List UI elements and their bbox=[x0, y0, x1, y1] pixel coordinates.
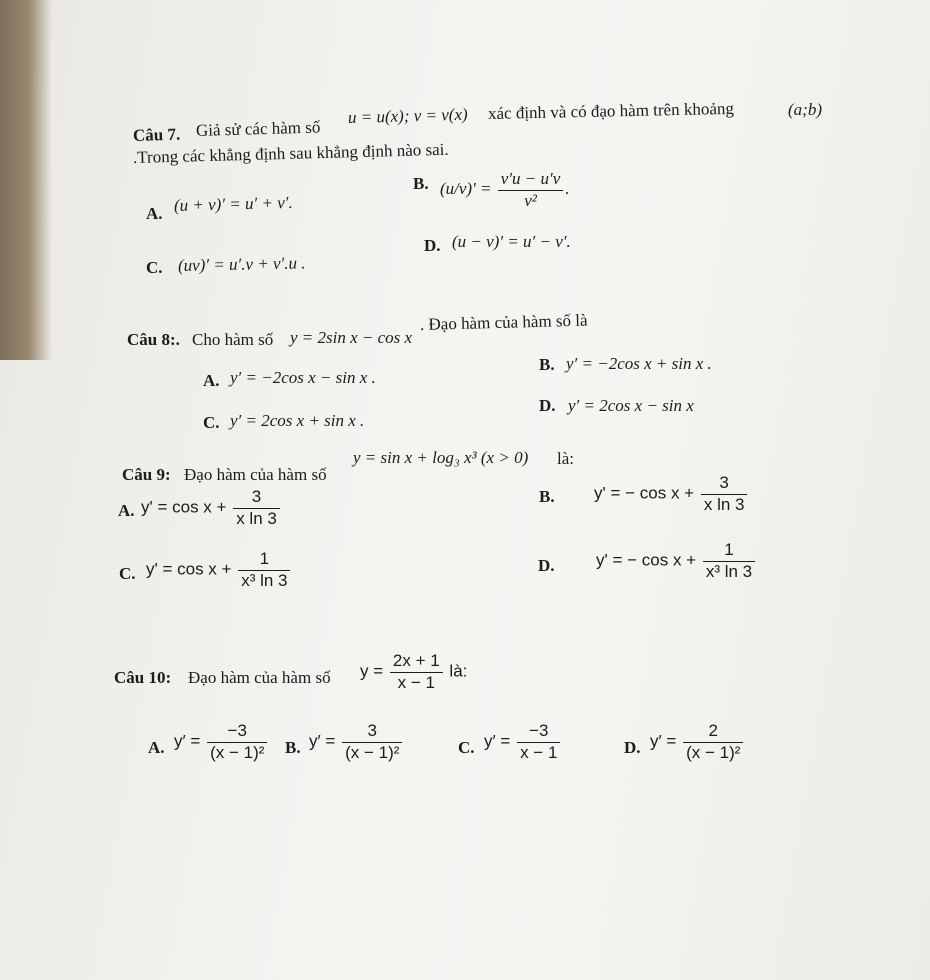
q10-option-c-num: −3 bbox=[517, 722, 560, 743]
q7-option-a-label: A. bbox=[146, 204, 163, 223]
q9-option-c bbox=[146, 550, 292, 590]
q7-funcs: u = u(x); v = v(x) bbox=[347, 104, 468, 127]
q9-option-c-num: 1 bbox=[238, 550, 290, 571]
q9-option-c-den: x³ ln 3 bbox=[241, 570, 288, 590]
q7-option-d: (u − v)′ = u′ − v′. bbox=[452, 232, 571, 251]
q8-stem-post: . Đạo hàm của hàm số là bbox=[419, 310, 588, 334]
q10-option-b-num: 3 bbox=[342, 722, 402, 743]
q7-stem-pre: Giả sử các hàm số bbox=[195, 117, 321, 140]
q9-option-a bbox=[141, 488, 282, 528]
q10-option-a-label: A. bbox=[148, 738, 165, 757]
q9-function: y = sin x + log₃ x³ (x > 0) bbox=[353, 448, 529, 467]
q7-option-b-label: B. bbox=[413, 174, 429, 193]
q7-stem-post: xác định và có đạo hàm trên khoảng bbox=[487, 98, 735, 123]
q7-option-b-left: (u/v)′ = bbox=[440, 179, 492, 199]
q8-option-d: y′ = 2cos x − sin x bbox=[568, 396, 694, 415]
q7-line2: .Trong các khẳng định sau khẳng định nào sai. bbox=[132, 139, 449, 167]
q10-option-b-den: (x − 1)² bbox=[345, 742, 400, 762]
q8-option-a: y′ = −2cos x − sin x . bbox=[230, 368, 376, 387]
q10-option-d bbox=[650, 722, 745, 762]
q7-label: Câu 7. bbox=[132, 124, 181, 145]
q7-option-b-fraction bbox=[498, 170, 564, 210]
q9-option-d-num: 1 bbox=[703, 541, 755, 562]
q8-option-b: y′ = −2cos x + sin x . bbox=[566, 354, 712, 373]
q10-function-left: y = bbox=[360, 661, 384, 681]
q10-function-den: x − 1 bbox=[397, 672, 435, 692]
q7-option-c: (uv)′ = u′.v + v′.u . bbox=[177, 253, 306, 275]
q8-option-b-label: B. bbox=[539, 355, 555, 374]
q9-option-d-left: y' = − cos x + bbox=[596, 550, 697, 570]
q7-option-b-den: v² bbox=[524, 190, 537, 210]
q8-stem-pre: Cho hàm số bbox=[192, 330, 274, 349]
q9-option-b bbox=[594, 474, 749, 514]
q10-option-c-den: x − 1 bbox=[520, 742, 558, 762]
q9-stem-post: là: bbox=[557, 449, 574, 468]
q8-option-c: y′ = 2cos x + sin x . bbox=[230, 411, 365, 430]
q10-option-c bbox=[484, 722, 562, 762]
q10-label: Câu 10: bbox=[114, 668, 172, 687]
q7-interval: (a;b) bbox=[788, 100, 822, 119]
q9-option-c-left: y' = cos x + bbox=[146, 559, 232, 579]
q8-option-c-label: C. bbox=[203, 413, 220, 432]
q9-option-b-left: y' = − cos x + bbox=[594, 483, 695, 503]
q9-stem-pre: Đạo hàm của hàm số bbox=[184, 465, 327, 484]
q10-stem-pre: Đạo hàm của hàm số bbox=[188, 668, 331, 687]
q10-option-a-left: y′ = bbox=[174, 731, 201, 751]
q7-option-d-label: D. bbox=[424, 236, 441, 255]
q9-option-a-left: y' = cos x + bbox=[141, 497, 227, 517]
q10-stem-post: là: bbox=[449, 661, 468, 681]
q10-option-a bbox=[174, 722, 269, 762]
q9-option-d-den: x³ ln 3 bbox=[705, 561, 753, 581]
q10-option-b-left: y′ = bbox=[309, 731, 336, 751]
q9-option-d-label: D. bbox=[538, 556, 555, 575]
q10-option-c-label: C. bbox=[458, 738, 475, 757]
q10-option-a-num: −3 bbox=[207, 722, 267, 743]
q7-option-b: (u/v)′ = $\frac{v'u - u'v}{\text{v²}}$ . bbox=[440, 169, 570, 210]
q9-option-b-den: x ln 3 bbox=[703, 494, 745, 514]
q9-option-a-den: x ln 3 bbox=[236, 508, 277, 528]
q10-function bbox=[360, 652, 467, 692]
q9-option-b-label: B. bbox=[539, 487, 555, 506]
q10-option-d-num: 2 bbox=[683, 722, 743, 743]
q10-function-num: 2x + 1 bbox=[390, 652, 443, 673]
q9-label: Câu 9: bbox=[122, 465, 171, 484]
q7-option-c-label: C. bbox=[146, 258, 163, 277]
q8-option-a-label: A. bbox=[203, 371, 220, 390]
q9-option-a-num: 3 bbox=[233, 488, 280, 509]
q9-option-c-label: C. bbox=[119, 564, 136, 583]
q10-option-b bbox=[309, 722, 404, 762]
q10-option-a-den: (x − 1)² bbox=[210, 742, 265, 762]
q10-option-c-left: y′ = bbox=[484, 731, 511, 751]
q9-option-d bbox=[596, 541, 757, 581]
q10-option-d-label: D. bbox=[624, 738, 641, 757]
q8-option-d-label: D. bbox=[539, 396, 556, 415]
q8-function: y = 2sin x − cos x bbox=[290, 328, 413, 347]
q10-option-d-den: (x − 1)² bbox=[686, 742, 741, 762]
q8-label: Câu 8:. bbox=[127, 330, 180, 349]
q7-option-b-num: v′u − u′v bbox=[498, 170, 564, 191]
q10-option-d-left: y′ = bbox=[650, 731, 677, 751]
q9-option-a-label: A. bbox=[118, 501, 135, 520]
q9-option-b-num: 3 bbox=[701, 474, 748, 495]
q10-option-b-label: B. bbox=[285, 738, 301, 757]
page-edge-shadow bbox=[0, 0, 52, 360]
q7-option-a: (u + v)′ = u′ + v′. bbox=[173, 192, 293, 215]
